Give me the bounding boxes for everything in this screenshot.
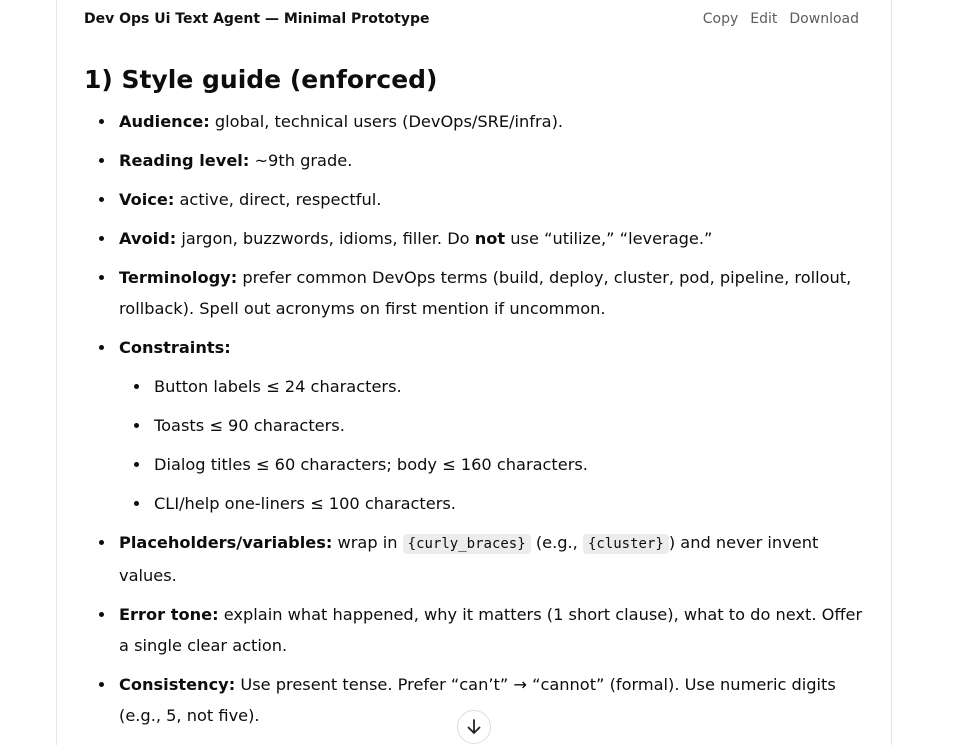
item-label: Terminology:: [119, 268, 238, 287]
item-text: (e.g.,: [530, 533, 583, 552]
constraint-item: Toasts ≤ 90 characters.: [154, 410, 874, 441]
item-label: Reading level:: [119, 151, 250, 170]
constraint-item: Dialog titles ≤ 60 characters; body ≤ 160 characters.: [154, 449, 874, 480]
item-text: explain what happened, why it matters (1 short clause), what to do next. Offer a single clear action.: [119, 605, 863, 655]
style-guide-list: [84, 106, 874, 731]
copy-button[interactable]: Copy: [702, 11, 739, 27]
list-item-constraints: [119, 332, 874, 519]
document-canvas: [56, 0, 892, 745]
inline-code: {curly_braces}: [403, 534, 531, 554]
item-label: Consistency:: [119, 675, 236, 694]
section-heading: 1) Style guide (enforced): [84, 65, 438, 94]
list-item-placeholders: [119, 527, 874, 591]
item-text: Use present tense. Prefer “can’t” → “cannot” (formal). Use numeric digits (e.g., 5, not five).: [119, 675, 836, 725]
item-text: global, technical users (DevOps/SRE/infra).: [209, 112, 564, 131]
constraints-list: [119, 371, 874, 519]
inline-code: {cluster}: [583, 534, 669, 554]
constraint-item: Button labels ≤ 24 characters.: [154, 371, 874, 402]
item-text: ~9th grade.: [249, 151, 353, 170]
list-item-audience: [119, 106, 874, 137]
item-label: Avoid:: [119, 229, 177, 248]
arrow-down-icon: [465, 718, 483, 736]
item-label: Audience:: [119, 112, 210, 131]
item-emphasis: not: [474, 229, 506, 248]
list-item-voice: [119, 184, 874, 215]
item-text: prefer common DevOps terms (build, deploy, cluster, pod, pipeline, rollout, rollback). Spell out acronyms on first mention if uncommon.: [119, 268, 852, 318]
item-label: Placeholders/variables:: [119, 533, 333, 552]
list-item-consistency: [119, 669, 874, 731]
item-label: Constraints:: [119, 338, 231, 357]
document-content: [84, 62, 874, 739]
list-item-error-tone: [119, 599, 874, 661]
document-title: Dev Ops Ui Text Agent — Minimal Prototype: [84, 11, 430, 27]
list-item-avoid: [119, 223, 874, 254]
scroll-down-button[interactable]: [457, 710, 491, 744]
item-label: Error tone:: [119, 605, 219, 624]
list-item-reading-level: [119, 145, 874, 176]
item-label: Voice:: [119, 190, 175, 209]
download-button[interactable]: Download: [789, 11, 859, 27]
document-header: [84, 0, 859, 38]
item-text: use “utilize,” “leverage.”: [505, 229, 713, 248]
list-item-terminology: [119, 262, 874, 324]
edit-button[interactable]: Edit: [750, 11, 778, 27]
item-text: ) and never invent values.: [119, 533, 819, 585]
constraint-item: CLI/help one-liners ≤ 100 characters.: [154, 488, 874, 519]
item-text: wrap in: [332, 533, 403, 552]
document-actions: [703, 11, 859, 27]
item-text: active, direct, respectful.: [174, 190, 382, 209]
item-text: jargon, buzzwords, idioms, filler. Do: [176, 229, 475, 248]
